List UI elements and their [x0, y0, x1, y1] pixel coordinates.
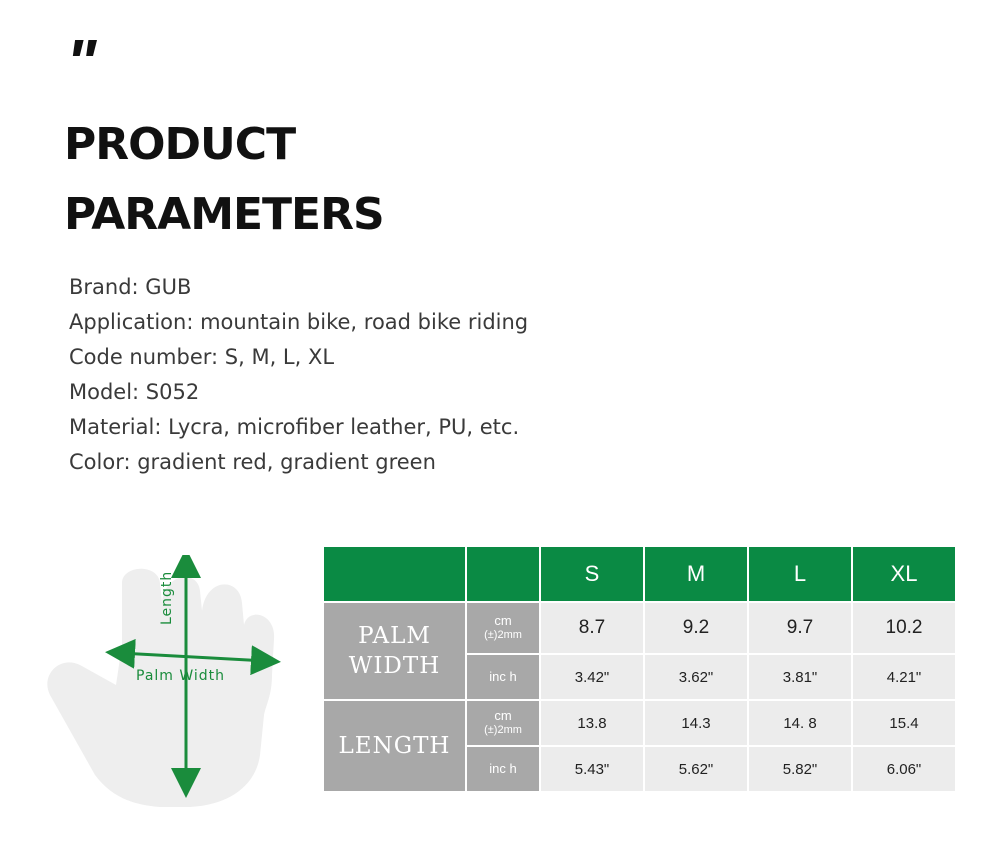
header-size-l: L	[749, 547, 851, 601]
table-row	[324, 701, 955, 745]
value-cell: 5.43"	[541, 747, 643, 791]
value-cell: 10.2	[853, 603, 955, 653]
table-row	[324, 603, 955, 653]
param-material: Material: Lycra, microfiber leather, PU, etc.	[69, 415, 520, 439]
row-label-length	[324, 701, 465, 791]
unit-inch: inc h	[467, 747, 539, 791]
palm-width-label: Palm Width	[136, 668, 226, 684]
unit-tolerance-label: (±)2mm	[484, 629, 522, 641]
param-color: Color: gradient red, gradient green	[69, 450, 436, 474]
size-table	[322, 545, 957, 793]
value-cell: 4.21"	[853, 655, 955, 699]
table-header-row	[324, 547, 955, 601]
param-model: Model: S052	[69, 380, 200, 404]
header-size-xl: XL	[853, 547, 955, 601]
glove-measurement-diagram	[40, 555, 290, 810]
quote-mark-icon: "	[66, 26, 91, 98]
header-size-s: S	[541, 547, 643, 601]
header-blank-2	[467, 547, 539, 601]
title-line-1: PRODUCT	[64, 119, 296, 170]
value-cell: 9.2	[645, 603, 747, 653]
unit-cm-label: cm	[494, 708, 512, 723]
value-cell: 6.06"	[853, 747, 955, 791]
title-line-2: PARAMETERS	[64, 189, 384, 240]
unit-cm	[467, 603, 539, 653]
unit-cm	[467, 701, 539, 745]
value-cell: 8.7	[541, 603, 643, 653]
param-code-number: Code number: S, M, L, XL	[69, 345, 335, 369]
unit-inch: inc h	[467, 655, 539, 699]
header-blank-1	[324, 547, 465, 601]
length-label: Length	[159, 570, 175, 625]
header-size-m: M	[645, 547, 747, 601]
row-label-line: WIDTH	[348, 653, 441, 679]
value-cell: 3.62"	[645, 655, 747, 699]
value-cell: 15.4	[853, 701, 955, 745]
value-cell: 3.81"	[749, 655, 851, 699]
page-title	[64, 110, 384, 250]
parameter-list	[69, 270, 528, 480]
unit-cm-label: cm	[494, 613, 512, 628]
value-cell: 3.42"	[541, 655, 643, 699]
row-label-line: LENGTH	[338, 733, 451, 759]
value-cell: 13.8	[541, 701, 643, 745]
row-label-line: PALM	[358, 623, 431, 649]
param-brand: Brand: GUB	[69, 275, 192, 299]
glove-icon	[40, 555, 290, 810]
row-label-palm-width	[324, 603, 465, 699]
value-cell: 5.62"	[645, 747, 747, 791]
value-cell: 9.7	[749, 603, 851, 653]
value-cell: 14.3	[645, 701, 747, 745]
unit-tolerance-label: (±)2mm	[484, 724, 522, 736]
value-cell: 5.82"	[749, 747, 851, 791]
value-cell: 14. 8	[749, 701, 851, 745]
param-application: Application: mountain bike, road bike riding	[69, 310, 529, 334]
